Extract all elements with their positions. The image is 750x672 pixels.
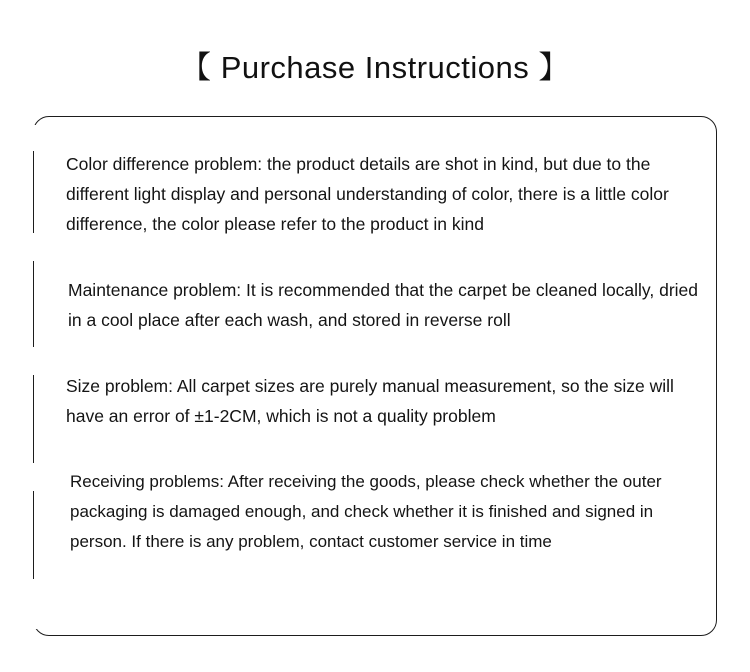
instruction-paragraph-color-difference: Color difference problem: the product details are shot in kind, but due to the different light display and personal understanding of color, there is a little color difference, the color please refer to the product in kind — [66, 154, 669, 234]
instruction-paragraph-receiving: Receiving problems: After receiving the goods, please check whether the outer packaging is damaged enough, and check whether it is finished and signed in person. If there is any problem, contact customer service in time — [70, 472, 662, 551]
instruction-paragraph-size: Size problem: All carpet sizes are purely manual measurement, so the size will have an error of ±1-2CM, which is not a quality problem — [66, 376, 674, 426]
instruction-paragraph-maintenance: Maintenance problem: It is recommended that the carpet be cleaned locally, dried in a cool place after each wash, and stored in reverse roll — [68, 280, 699, 330]
instructions-content — [34, 117, 716, 635]
instructions-panel — [33, 116, 717, 636]
page-title: 【 Purchase Instructions 】 — [180, 50, 570, 85]
